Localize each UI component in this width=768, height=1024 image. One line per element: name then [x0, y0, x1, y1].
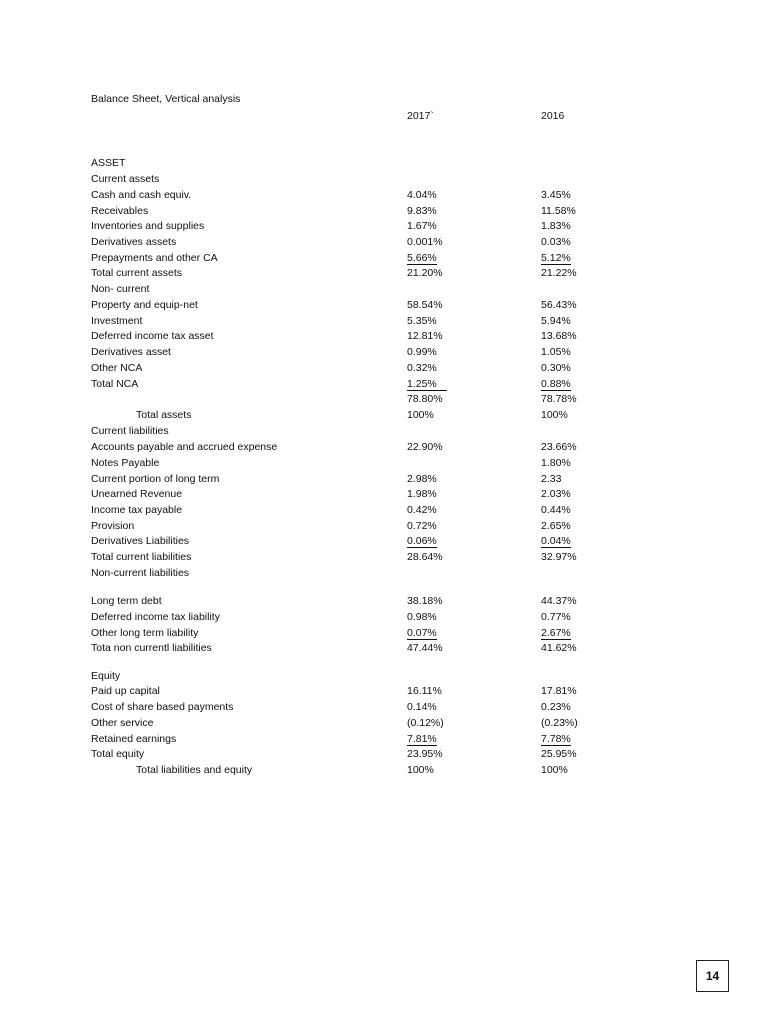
value-2017: 47.44% [407, 642, 443, 654]
row-label: Total assets [136, 409, 192, 421]
value-2016: 23.66% [541, 441, 577, 453]
row-label: Total current liabilities [91, 551, 192, 563]
value-2016: 41.62% [541, 642, 577, 654]
value-2016: (0.23%) [541, 717, 578, 729]
row-label: Tota non currentl liabilities [91, 642, 212, 654]
row-label: Total NCA [91, 378, 139, 390]
value-2017: 16.11% [407, 685, 442, 697]
table-row [0, 173, 700, 189]
value-2016: 100% [541, 764, 568, 776]
value-2017: 4.04% [407, 189, 437, 201]
row-label: ASSET [91, 157, 126, 169]
row-label: Other long term liability [91, 627, 199, 639]
table-row [0, 567, 700, 583]
row-label: Accounts payable and accrued expense [91, 441, 278, 453]
value-2017: 1.67% [407, 220, 437, 232]
table-row [0, 299, 700, 315]
value-2017: 0.72% [407, 520, 437, 532]
value-2017: 58.54% [407, 299, 443, 311]
value-2017: 23.95% [407, 748, 443, 760]
row-label: Non- current [91, 283, 150, 295]
value-2016: 2.67% [541, 627, 571, 639]
row-label: Unearned Revenue [91, 488, 183, 500]
value-2017: 5.35% [407, 315, 437, 327]
value-2016: 0.44% [541, 504, 571, 516]
value-2016: 17.81% [541, 685, 577, 697]
value-2016: 5.12% [541, 252, 571, 264]
value-2016: 5.94% [541, 315, 571, 327]
value-2016: 21.22% [541, 267, 577, 279]
value-2017: 0.32% [407, 362, 437, 374]
value-2017: 7.81% [407, 733, 437, 745]
table-row [0, 520, 700, 536]
table-row [0, 283, 700, 299]
value-2016: 2.33 [541, 473, 562, 485]
value-2017: 12.81% [407, 330, 443, 342]
table-row [0, 685, 700, 701]
row-label: Receivables [91, 205, 149, 217]
value-2016: 56.43% [541, 299, 577, 311]
row-label: Non-current liabilities [91, 567, 190, 579]
table-row [0, 362, 700, 378]
table-row [0, 733, 700, 749]
year-header-2016: 2016 [541, 110, 565, 122]
table-row [0, 189, 700, 205]
row-label: Investment [91, 315, 143, 327]
page-number-box [696, 960, 729, 992]
table-row [0, 220, 700, 236]
value-2017: 0.42% [407, 504, 437, 516]
table-row [0, 701, 700, 717]
table-row [0, 157, 700, 173]
row-label: Current assets [91, 173, 160, 185]
value-2016: 32.97% [541, 551, 577, 563]
value-2017: 5.66% [407, 252, 437, 264]
table-row [0, 252, 700, 268]
value-2016: 1.83% [541, 220, 571, 232]
value-2017: 0.001% [407, 236, 443, 248]
table-row [0, 611, 700, 627]
row-label: Cash and cash equiv. [91, 189, 192, 201]
value-2017: 100% [407, 764, 434, 776]
value-2016: 0.88% [541, 378, 571, 390]
page-title: Balance Sheet, Vertical analysis [91, 93, 241, 105]
table-row [0, 425, 700, 441]
table-row [0, 330, 700, 346]
table-row [0, 315, 700, 331]
table-row [0, 627, 700, 643]
table-row [0, 748, 700, 764]
table-row [0, 488, 700, 504]
row-label: Inventories and supplies [91, 220, 205, 232]
table-row [0, 670, 700, 686]
row-label: Long term debt [91, 595, 162, 607]
table-row [0, 535, 700, 551]
table-row [0, 393, 700, 409]
row-label: Derivatives Liabilities [91, 535, 190, 547]
row-label: Other service [91, 717, 154, 729]
value-2017: 0.14% [407, 701, 437, 713]
row-label: Current liabilities [91, 425, 169, 437]
row-label: Cost of share based payments [91, 701, 234, 713]
value-2016: 13.68% [541, 330, 577, 342]
row-label: Retained earnings [91, 733, 177, 745]
value-2017: 0.07% [407, 627, 437, 639]
table-row [0, 764, 700, 780]
value-2016: 0.77% [541, 611, 571, 623]
year-header-2017: 2017` [407, 110, 434, 122]
value-2017: 9.83% [407, 205, 437, 217]
value-2016: 78.78% [541, 393, 577, 405]
table-row [0, 441, 700, 457]
table-row [0, 409, 700, 425]
value-2017: 1.25% [407, 378, 447, 391]
value-2016: 1.80% [541, 457, 571, 469]
row-label: Property and equip-net [91, 299, 198, 311]
value-2017: 2.98% [407, 473, 437, 485]
value-2017: 0.98% [407, 611, 437, 623]
value-2017: 0.99% [407, 346, 437, 358]
value-2016: 7.78% [541, 733, 571, 745]
value-2017: 38.18% [407, 595, 443, 607]
page-number: 14 [705, 969, 720, 983]
table-row [0, 346, 700, 362]
table-row [0, 473, 700, 489]
row-label: Other NCA [91, 362, 143, 374]
row-label: Current portion of long term [91, 473, 220, 485]
value-2017: 0.06% [407, 535, 437, 547]
value-2016: 0.03% [541, 236, 571, 248]
value-2016: 0.04% [541, 535, 571, 547]
table-row [0, 267, 700, 283]
value-2017: 1.98% [407, 488, 437, 500]
value-2016: 2.03% [541, 488, 571, 500]
table-row [0, 551, 700, 567]
row-label: Derivatives assets [91, 236, 177, 248]
value-2017: 78.80% [407, 393, 443, 405]
table-row [0, 595, 700, 611]
value-2016: 25.95% [541, 748, 577, 760]
table-row [0, 378, 700, 394]
row-label: Equity [91, 670, 121, 682]
value-2017: 28.64% [407, 551, 443, 563]
row-label: Total equity [91, 748, 145, 760]
row-label: Deferred income tax liability [91, 611, 220, 623]
row-label: Paid up capital [91, 685, 160, 697]
value-2016: 2.65% [541, 520, 571, 532]
value-2016: 1.05% [541, 346, 571, 358]
value-2016: 3.45% [541, 189, 571, 201]
row-label: Notes Payable [91, 457, 160, 469]
row-label: Income tax payable [91, 504, 183, 516]
value-2016: 0.30% [541, 362, 571, 374]
row-label: Derivatives asset [91, 346, 171, 358]
row-label: Total liabilities and equity [136, 764, 253, 776]
table-row [0, 717, 700, 733]
table-row [0, 205, 700, 221]
value-2017: (0.12%) [407, 717, 444, 729]
table-row [0, 642, 700, 658]
value-2017: 22.90% [407, 441, 443, 453]
value-2016: 0.23% [541, 701, 571, 713]
value-2017: 21.20% [407, 267, 443, 279]
value-2016: 100% [541, 409, 568, 421]
table-row [0, 236, 700, 252]
row-label: Total current assets [91, 267, 183, 279]
value-2016: 11.58% [541, 205, 576, 217]
value-2017: 100% [407, 409, 434, 421]
row-label: Deferred income tax asset [91, 330, 214, 342]
row-label: Provision [91, 520, 135, 532]
row-label: Prepayments and other CA [91, 252, 218, 264]
value-2016: 44.37% [541, 595, 577, 607]
table-row [0, 504, 700, 520]
table-row [0, 457, 700, 473]
